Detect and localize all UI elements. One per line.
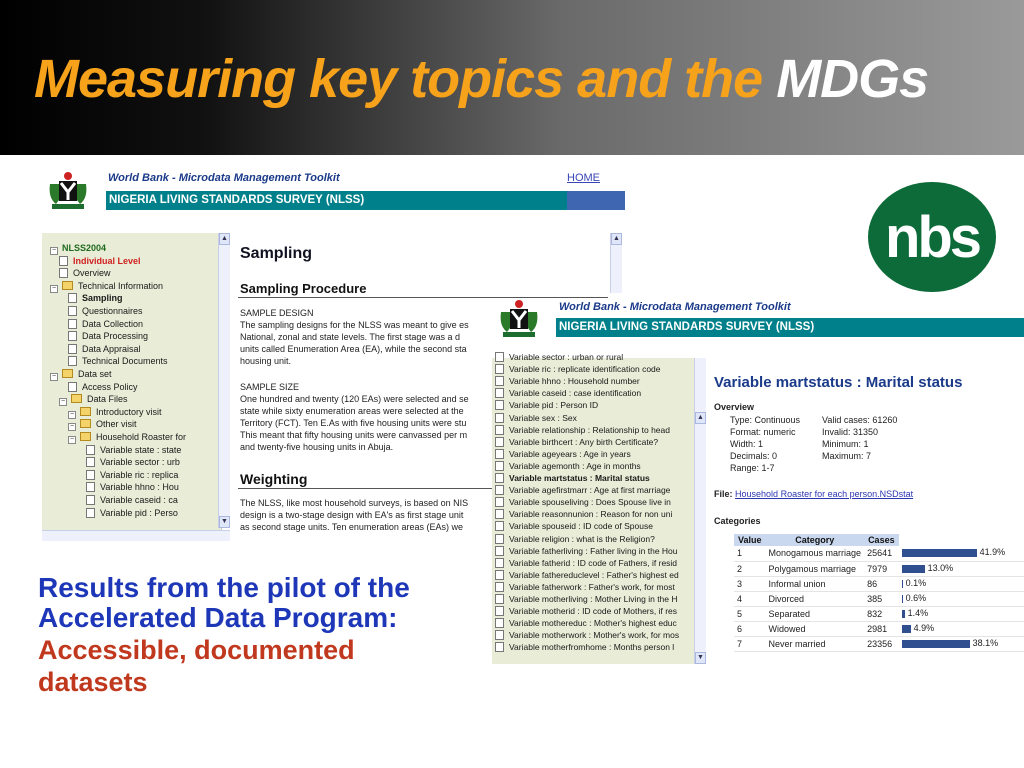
categories-header-row bbox=[734, 534, 1024, 546]
tree-item[interactable] bbox=[86, 508, 178, 520]
variable-list-item[interactable] bbox=[492, 521, 653, 533]
variable-list-label: Variable agefirstmarr : Age at first marriage bbox=[509, 485, 671, 496]
tree-item[interactable] bbox=[68, 407, 162, 419]
folder-icon bbox=[71, 394, 82, 403]
tree-item[interactable] bbox=[68, 344, 141, 356]
tree-scrollbar[interactable] bbox=[218, 233, 230, 528]
document-icon bbox=[495, 388, 504, 398]
share-bar bbox=[902, 640, 970, 648]
table-header-cell bbox=[899, 534, 1024, 546]
share-percent: 41.9% bbox=[979, 547, 1006, 557]
variable-list-label: Variable caseid : case identification bbox=[509, 388, 642, 399]
tree-item[interactable] bbox=[68, 419, 137, 431]
cell-category: Monogamous marriage bbox=[766, 546, 865, 561]
share-percent: 13.0% bbox=[927, 562, 954, 573]
tree-item[interactable] bbox=[86, 495, 178, 507]
variable-list-label: Variable hhno : Household number bbox=[509, 376, 640, 387]
share-bar bbox=[902, 595, 903, 603]
variable-list-item[interactable] bbox=[492, 606, 677, 618]
document-icon bbox=[68, 356, 77, 366]
document-icon bbox=[68, 293, 77, 303]
doc-line: Territory (FCT). Ten E.As with five housing units were stu bbox=[240, 418, 467, 428]
variable-list-label: Variable religion : what is the Religion? bbox=[509, 533, 655, 544]
doc-text-design bbox=[240, 319, 469, 367]
table-header-cell: Category bbox=[766, 534, 865, 546]
variable-list-label: Variable ageyears : Age in years bbox=[509, 448, 631, 459]
variable-list-item[interactable] bbox=[492, 400, 598, 412]
doc-label-design: SAMPLE DESIGN bbox=[240, 308, 314, 318]
folder-icon bbox=[80, 419, 91, 428]
document-icon bbox=[495, 485, 504, 495]
cell-category: Divorced bbox=[766, 591, 865, 606]
tree-item-label: Data Appraisal bbox=[82, 343, 141, 354]
variable-list-label: Variable martstatus : Marital status bbox=[509, 473, 650, 483]
cell-share bbox=[899, 561, 1024, 576]
share-percent: 0.1% bbox=[905, 577, 927, 588]
variable-list-label: Variable fathereduclevel : Father's highest ed bbox=[509, 569, 679, 580]
variable-list-label: Variable fatherliving : Father living in the Hou bbox=[509, 545, 678, 556]
tree-item[interactable] bbox=[59, 394, 128, 406]
variable-list-item[interactable] bbox=[492, 376, 640, 388]
tree-item-label: Technical Information bbox=[78, 280, 164, 291]
variable-list-label: Variable mothereduc : Mother's highest educ bbox=[509, 618, 677, 629]
document-icon bbox=[495, 461, 504, 471]
table-row bbox=[734, 606, 1024, 621]
scroll-up-icon[interactable]: ▲ bbox=[219, 233, 230, 245]
cell-value: 1 bbox=[734, 546, 766, 561]
doc-line: This meant that fifty housing units were canvassed per m bbox=[240, 430, 468, 440]
doc-heading-sampling: Sampling bbox=[240, 245, 313, 262]
variable-list-item[interactable] bbox=[492, 534, 655, 546]
tree-item-label: Variable hhno : Hou bbox=[100, 482, 179, 493]
tree-item[interactable] bbox=[59, 256, 141, 268]
tree-item[interactable] bbox=[68, 432, 186, 444]
nbs-logo-text: nbs bbox=[884, 205, 980, 270]
variable-list-label: Variable fatherwork : Father's work, for most bbox=[509, 581, 675, 592]
variable-list-label: Variable motherfromhome : Months person l bbox=[509, 642, 675, 653]
overview-left bbox=[730, 414, 800, 474]
document-icon bbox=[495, 413, 504, 423]
doc-line: One hundred and twenty (120 EAs) were selected and se bbox=[240, 394, 469, 404]
folder-icon bbox=[80, 407, 91, 416]
overview-line: Width: 1 bbox=[730, 439, 764, 449]
cell-value: 6 bbox=[734, 621, 766, 636]
variable-list-item[interactable] bbox=[492, 364, 661, 376]
document-icon bbox=[495, 497, 504, 507]
folder-icon bbox=[80, 432, 91, 441]
survey-bar bbox=[106, 191, 625, 210]
document-icon bbox=[495, 352, 504, 362]
share-percent: 38.1% bbox=[972, 637, 999, 648]
cell-value: 5 bbox=[734, 606, 766, 621]
variable-list-item[interactable] bbox=[492, 618, 677, 630]
cell-cases: 7979 bbox=[864, 561, 899, 576]
tree-hscrollbar[interactable] bbox=[42, 530, 230, 541]
tree-item-label: Introductory visit bbox=[96, 406, 162, 417]
variable-list-scrollbar[interactable] bbox=[694, 358, 706, 664]
tree-item-label: Technical Documents bbox=[82, 356, 168, 367]
table-header-cell: Cases bbox=[864, 534, 899, 546]
variable-list bbox=[492, 352, 698, 664]
variable-list-label: Variable agemonth : Age in months bbox=[509, 460, 641, 471]
doc-line: The sampling designs for the NLSS was meant to give es bbox=[240, 320, 469, 330]
document-icon bbox=[495, 558, 504, 568]
variable-list-item[interactable] bbox=[492, 352, 623, 364]
share-bar bbox=[902, 580, 903, 588]
document-icon bbox=[495, 509, 504, 519]
doc-line: National, zonal and state levels. The first stage was a d bbox=[240, 332, 460, 342]
tree-item[interactable] bbox=[59, 268, 111, 280]
cell-category: Polygamous marriage bbox=[766, 561, 865, 576]
categories-label: Categories bbox=[714, 516, 761, 526]
tree-item-label: Sampling bbox=[82, 293, 123, 304]
tree-item-label: Questionnaires bbox=[82, 306, 143, 316]
variable-list-label: Variable spouseliving : Does Spouse live in bbox=[509, 497, 671, 508]
table-row bbox=[734, 636, 1024, 651]
document-icon bbox=[68, 331, 77, 341]
variable-list-item[interactable] bbox=[492, 388, 641, 400]
slide-title bbox=[34, 48, 928, 110]
variable-list-item[interactable] bbox=[492, 461, 641, 473]
variable-list-item[interactable] bbox=[492, 449, 631, 461]
variable-list-item[interactable] bbox=[492, 570, 679, 582]
document-icon bbox=[495, 606, 504, 616]
survey-bar-2 bbox=[556, 318, 1024, 337]
tree-item-label: Other visit bbox=[96, 419, 137, 430]
tree-item-label: Data set bbox=[78, 369, 112, 379]
scroll-down-icon[interactable]: ▼ bbox=[219, 516, 230, 528]
nav-tree bbox=[42, 233, 222, 533]
overview-line: Range: 1-7 bbox=[730, 463, 775, 473]
document-icon bbox=[68, 306, 77, 316]
tree-item[interactable] bbox=[68, 356, 168, 368]
variable-list-item[interactable] bbox=[492, 630, 679, 642]
title-band bbox=[0, 0, 1024, 155]
tree-expander-icon: − bbox=[51, 247, 57, 254]
variable-list-item[interactable] bbox=[492, 497, 671, 509]
variable-list-item[interactable] bbox=[492, 485, 670, 497]
table-row bbox=[734, 561, 1024, 576]
doc-line: as second stage units. Ten enumeration areas (EAs) we bbox=[240, 522, 463, 532]
vlist-scroll-down-icon[interactable]: ▼ bbox=[695, 652, 706, 664]
overview-line: Decimals: 0 bbox=[730, 451, 778, 461]
tree-expander-icon[interactable]: − bbox=[51, 373, 57, 380]
tree-item-label: Variable ric : replica bbox=[100, 469, 179, 480]
doc-line: and twenty-five housing units in Abuja. bbox=[240, 442, 394, 452]
document-icon bbox=[495, 521, 504, 531]
cell-category: Widowed bbox=[766, 621, 865, 636]
folder-icon bbox=[62, 369, 73, 378]
doc-text-weighting bbox=[240, 497, 468, 533]
document-icon bbox=[86, 445, 95, 455]
doc-heading-procedure: Sampling Procedure bbox=[240, 281, 367, 296]
tree-expander-icon[interactable]: − bbox=[69, 410, 75, 418]
cell-value: 3 bbox=[734, 576, 766, 591]
document-icon bbox=[495, 364, 504, 374]
tree-item[interactable] bbox=[68, 382, 138, 394]
variable-list-label: Variable reasonnunion : Reason for non uni bbox=[509, 509, 673, 520]
variable-list-label: Variable spouseid : ID code of Spouse bbox=[509, 521, 653, 532]
title-main: Measuring key topics and the bbox=[34, 49, 763, 109]
tree-expander-icon[interactable]: − bbox=[60, 398, 66, 406]
tree-item-label: Household Roaster for bbox=[96, 432, 187, 442]
doc-heading-weighting: Weighting bbox=[240, 471, 308, 487]
variable-list-item[interactable] bbox=[492, 642, 674, 654]
tree-item[interactable] bbox=[68, 331, 148, 343]
variable-list-item[interactable] bbox=[492, 413, 577, 425]
document-icon bbox=[86, 470, 95, 480]
overview-right bbox=[822, 414, 897, 462]
cell-share bbox=[899, 636, 1024, 651]
document-icon bbox=[86, 482, 95, 492]
document-icon bbox=[86, 508, 95, 518]
document-icon bbox=[495, 376, 504, 386]
tree-item-label: Variable sector : urb bbox=[100, 457, 180, 468]
variable-list-label: Variable sector : urban or rural bbox=[509, 352, 624, 362]
share-percent: 1.4% bbox=[907, 607, 929, 618]
tree-expander-icon[interactable]: − bbox=[69, 436, 75, 443]
document-icon bbox=[495, 642, 504, 652]
survey-bar-label: NIGERIA LIVING STANDARDS SURVEY (NLSS) bbox=[109, 194, 365, 206]
doc-line: housing unit. bbox=[240, 356, 292, 366]
variable-list-label: Variable ric : replicate identification code bbox=[509, 364, 661, 375]
cell-cases: 2981 bbox=[864, 621, 899, 636]
tree-item-label: Access Policy bbox=[82, 381, 138, 392]
variable-list-item[interactable] bbox=[492, 473, 650, 485]
document-icon bbox=[68, 382, 77, 392]
tree-item-label: Variable pid : Perso bbox=[100, 507, 178, 518]
table-row bbox=[734, 546, 1024, 561]
screenshot-variable bbox=[492, 294, 1024, 664]
table-row bbox=[734, 576, 1024, 591]
document-icon bbox=[495, 546, 504, 556]
share-bar bbox=[902, 610, 905, 618]
caption-line-1: Results from the pilot of the bbox=[38, 572, 410, 603]
tree-item-label: Individual Level bbox=[73, 255, 141, 266]
document-icon bbox=[59, 256, 68, 266]
overview-line: Format: numeric bbox=[730, 427, 796, 437]
variable-list-item[interactable] bbox=[492, 594, 678, 606]
overview-line: Invalid: 31350 bbox=[822, 427, 879, 437]
share-bar bbox=[902, 565, 925, 573]
document-icon bbox=[495, 582, 504, 592]
tree-expander-icon[interactable]: − bbox=[51, 284, 57, 292]
cell-share bbox=[899, 591, 1024, 606]
doc-line: units called Enumeration Area (EA), while the second sta bbox=[240, 344, 467, 354]
survey-bar-end bbox=[567, 191, 625, 210]
file-label: File: bbox=[714, 489, 733, 499]
coat-of-arms-icon bbox=[497, 298, 541, 338]
overview-line: Maximum: 7 bbox=[822, 451, 872, 461]
document-icon bbox=[495, 630, 504, 640]
tree-item[interactable] bbox=[86, 482, 179, 494]
document-icon bbox=[495, 534, 504, 544]
document-icon bbox=[495, 570, 504, 580]
tree-item-label: Overview bbox=[73, 268, 111, 279]
variable-list-label: Variable relationship : Relationship to head bbox=[509, 424, 670, 435]
variable-list-label: Variable motherid : ID code of Mothers, if res bbox=[509, 606, 678, 617]
cell-share bbox=[899, 621, 1024, 636]
tree-item-label: Data Files bbox=[87, 394, 128, 405]
doc-label-size: SAMPLE SIZE bbox=[240, 382, 300, 392]
cell-value: 2 bbox=[734, 561, 766, 576]
tree-item-label: NLSS2004 bbox=[62, 243, 107, 253]
caption bbox=[38, 573, 410, 697]
header-title: World Bank - Microdata Management Toolkit bbox=[108, 172, 340, 184]
tree-item-label: Data Processing bbox=[82, 331, 149, 342]
share-percent: 4.9% bbox=[913, 622, 935, 633]
cell-category: Separated bbox=[766, 606, 865, 621]
tree-item[interactable] bbox=[50, 281, 163, 293]
cell-share bbox=[899, 576, 1024, 591]
title-tail: MDGs bbox=[776, 49, 929, 109]
cell-category: Never married bbox=[766, 636, 865, 651]
variable-list-label: Variable sex : Sex bbox=[509, 412, 577, 423]
variable-list-label: Variable fatherid : ID code of Fathers, if resid bbox=[509, 557, 678, 568]
doc-scrollbar[interactable] bbox=[610, 233, 622, 293]
cell-share bbox=[899, 606, 1024, 621]
doc-line: state while sixty enumeration areas were selected at the bbox=[240, 406, 464, 416]
document-icon bbox=[495, 473, 504, 483]
variable-title: Variable martstatus : Marital status bbox=[714, 374, 963, 391]
tree-item-label: Variable caseid : ca bbox=[100, 495, 178, 505]
table-row bbox=[734, 621, 1024, 636]
cell-cases: 86 bbox=[864, 576, 899, 591]
tree-item[interactable] bbox=[50, 369, 112, 381]
doc-line: design is a two-stage design with EA's as first stage unit bbox=[240, 510, 464, 520]
overview-label: Overview bbox=[714, 402, 755, 412]
cell-value: 7 bbox=[734, 636, 766, 651]
variable-list-item[interactable] bbox=[492, 509, 672, 521]
document-icon bbox=[68, 319, 77, 329]
caption-line-3: Accessible, documented bbox=[38, 635, 355, 665]
nbs-logo bbox=[866, 179, 998, 297]
tree-item[interactable] bbox=[68, 306, 143, 318]
folder-icon bbox=[62, 281, 73, 290]
document-icon bbox=[495, 425, 504, 435]
survey-bar-2-label: NIGERIA LIVING STANDARDS SURVEY (NLSS) bbox=[559, 321, 815, 333]
file-row bbox=[714, 489, 913, 499]
document-icon bbox=[59, 268, 68, 278]
variable-list-item[interactable] bbox=[492, 546, 678, 558]
variable-list-item[interactable] bbox=[492, 582, 675, 594]
document-icon bbox=[86, 495, 95, 505]
document-icon bbox=[86, 457, 95, 467]
document-icon bbox=[68, 344, 77, 354]
document-icon bbox=[495, 449, 504, 459]
doc-scroll-up-icon[interactable]: ▲ bbox=[611, 233, 622, 245]
tree-item[interactable] bbox=[86, 470, 178, 482]
variable-list-label: Variable motherliving : Mother Living in the H bbox=[509, 594, 678, 604]
variable-panel bbox=[708, 358, 1024, 664]
cell-category: Informal union bbox=[766, 576, 865, 591]
variable-list-label: Variable pid : Person ID bbox=[509, 400, 599, 411]
cell-share bbox=[899, 546, 1024, 561]
cell-value: 4 bbox=[734, 591, 766, 606]
table-row bbox=[734, 591, 1024, 606]
tree-item[interactable] bbox=[86, 445, 181, 457]
tree-item[interactable] bbox=[86, 457, 180, 469]
tree-item-label: Variable state : state bbox=[100, 444, 182, 455]
table-header-cell: Value bbox=[734, 534, 766, 546]
share-percent: 0.6% bbox=[905, 592, 927, 603]
variable-list-item[interactable] bbox=[492, 425, 670, 437]
header-title-2: World Bank - Microdata Management Toolkit bbox=[559, 301, 791, 313]
document-icon bbox=[495, 437, 504, 447]
document-icon bbox=[495, 618, 504, 628]
variable-list-label: Variable motherwork : Mother's work, for mos bbox=[509, 630, 680, 641]
overview-line: Type: Continuous bbox=[730, 415, 801, 425]
file-link[interactable]: Household Roaster for each person.NSDstat bbox=[735, 489, 914, 499]
tree-item-label: Data Collection bbox=[82, 318, 144, 329]
overview-line: Minimum: 1 bbox=[822, 439, 869, 449]
share-bar bbox=[902, 549, 977, 557]
categories-table bbox=[734, 534, 1024, 652]
variable-list-label: Variable birthcert : Any birth Certificate? bbox=[509, 436, 659, 447]
vlist-scroll-up-icon[interactable]: ▲ bbox=[695, 412, 706, 424]
nbs-logo-mark bbox=[866, 179, 998, 297]
cell-cases: 23356 bbox=[864, 636, 899, 651]
document-icon bbox=[495, 594, 504, 604]
caption-line-4: datasets bbox=[38, 667, 148, 697]
overview-line: Valid cases: 61260 bbox=[822, 415, 898, 425]
coat-of-arms-icon bbox=[46, 170, 90, 210]
cell-cases: 385 bbox=[864, 591, 899, 606]
home-link[interactable]: HOME bbox=[567, 172, 600, 184]
tree-item[interactable] bbox=[68, 319, 143, 331]
cell-cases: 25641 bbox=[864, 546, 899, 561]
doc-text-size bbox=[240, 393, 469, 453]
cell-cases: 832 bbox=[864, 606, 899, 621]
variable-list-item[interactable] bbox=[492, 437, 658, 449]
document-icon bbox=[495, 400, 504, 410]
tree-expander-icon[interactable]: − bbox=[69, 423, 75, 431]
variable-list-item[interactable] bbox=[492, 558, 677, 570]
tree-item[interactable] bbox=[50, 243, 106, 255]
doc-line: The NLSS, like most household surveys, is based on NIS bbox=[240, 498, 469, 508]
caption-line-2: Accelerated Data Program: bbox=[38, 602, 398, 633]
share-bar bbox=[902, 625, 911, 633]
tree-item[interactable] bbox=[68, 293, 123, 305]
